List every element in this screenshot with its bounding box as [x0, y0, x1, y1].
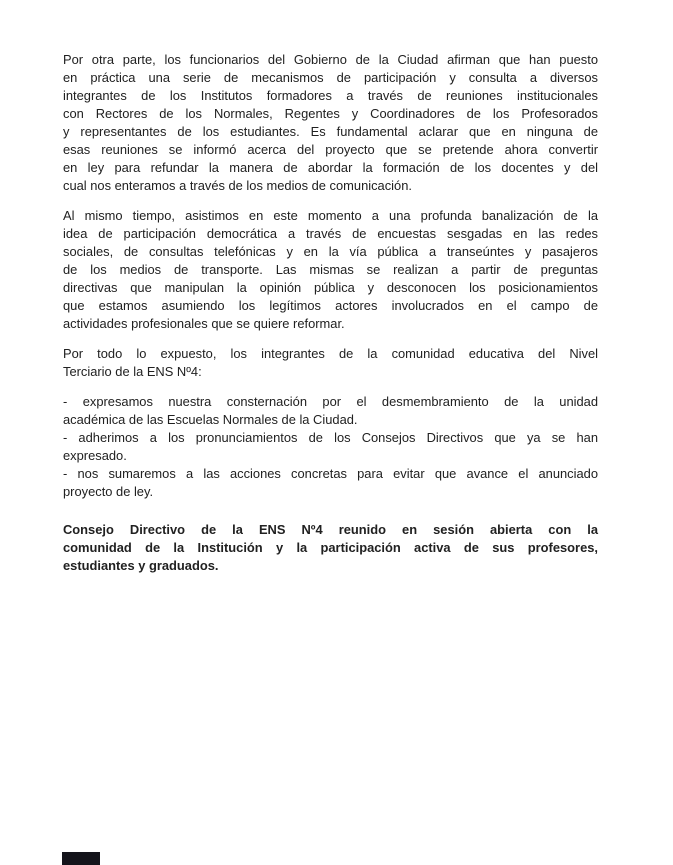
text-line: de los medios de transporte. Las mismas se realizan a partir de preguntas	[63, 262, 598, 277]
bullet-line: - adherimos a los pronunciamientos de los Consejos Directivos que ya se han	[63, 430, 598, 445]
text-line: cual nos enteramos a través de los medios de comunicación.	[63, 178, 412, 193]
text-line: directivas que manipulan la opinión pública y desconocen los posicionamientos	[63, 280, 598, 295]
document-text-block	[63, 51, 598, 587]
text-line: idea de participación democrática a través de encuestas sesgadas en las redes	[63, 226, 598, 241]
bullet-line: - expresamos nuestra consternación por el desmembramiento de la unidad	[63, 394, 598, 409]
text-line: esas reuniones se informó acerca del proyecto que se pretende ahora convertir	[63, 142, 598, 157]
text-line: Por todo lo expuesto, los integrantes de la comunidad educativa del Nivel	[63, 346, 598, 361]
bullet-line: - nos sumaremos a las acciones concretas para evitar que avance el anunciado	[63, 466, 598, 481]
text-line: Consejo Directivo de la ENS Nº4 reunido en sesión abierta con la	[63, 522, 598, 537]
paragraph-por-todo-lo-expuesto	[63, 345, 598, 381]
text-line: comunidad de la Institución y la participación activa de sus profesores,	[63, 540, 598, 555]
text-line: integrantes de los Institutos formadores a través de reuniones institucionales	[63, 88, 598, 103]
text-line: Al mismo tiempo, asistimos en este momento a una profunda banalización de la	[63, 208, 598, 223]
page-bottom-edge-artifact	[62, 852, 100, 865]
paragraph-banalizacion-encuestas	[63, 207, 598, 333]
text-line: con Rectores de los Normales, Regentes y Coordinadores de los Profesorados	[63, 106, 598, 121]
bullet-line: académica de las Escuelas Normales de la Ciudad.	[63, 412, 358, 427]
text-line: sociales, de consultas telefónicas y en la vía pública a transeúntes y pasajeros	[63, 244, 598, 259]
bullet-line: proyecto de ley.	[63, 484, 154, 499]
text-line: en ley para refundar la manera de abordar la formación de los docentes y del	[63, 160, 598, 175]
text-line: en práctica una serie de mecanismos de participación y consulta a diversos	[63, 70, 598, 85]
text-line: actividades profesionales que se quiere reformar.	[63, 316, 345, 331]
text-line: y representantes de los estudiantes. Es fundamental aclarar que en ninguna de	[63, 124, 598, 139]
paragraph-consejo-directivo-bold	[63, 521, 598, 575]
text-line: estudiantes y graduados.	[63, 558, 219, 573]
bullet-line: expresado.	[63, 448, 127, 463]
text-line: que estamos asumiendo los legítimos actores involucrados en el campo de	[63, 298, 598, 313]
bullet-list-declaraciones	[63, 393, 598, 501]
text-line: Terciario de la ENS Nº4:	[63, 364, 202, 379]
paragraph-government-participation	[63, 51, 598, 195]
text-line: Por otra parte, los funcionarios del Gobierno de la Ciudad afirman que han puesto	[63, 52, 598, 67]
